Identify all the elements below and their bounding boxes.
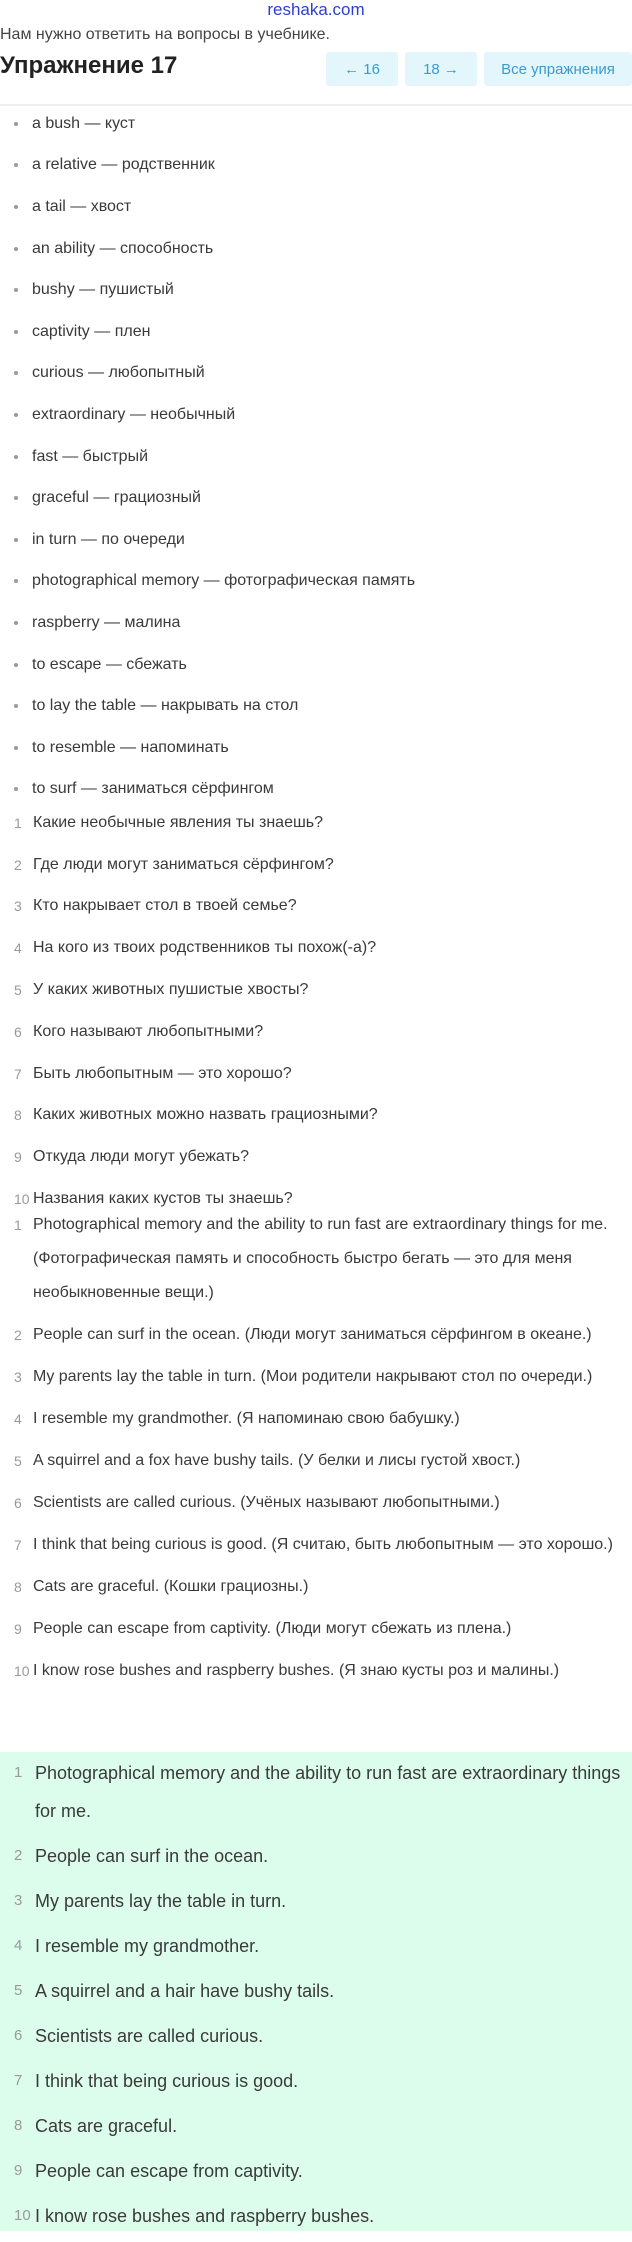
- bullet-icon: [14, 746, 18, 750]
- answer-item: [0, 1402, 632, 1444]
- question-item: [0, 1136, 632, 1178]
- item-number: 2: [14, 1847, 23, 1864]
- bullet-icon: [14, 663, 18, 667]
- item-text: Кого называют любопытными?: [33, 1022, 264, 1040]
- final-answer-item: [0, 1754, 632, 1837]
- answer-item: [0, 1612, 632, 1654]
- questions-list: [0, 802, 632, 1220]
- item-number: 3: [14, 1369, 22, 1385]
- item-number: 8: [14, 1579, 22, 1595]
- bullet-icon: [14, 496, 18, 500]
- vocab-item: [0, 311, 632, 353]
- bullet-icon: [14, 205, 18, 209]
- item-number: 10: [14, 1663, 30, 1679]
- answer-item: [0, 1570, 632, 1612]
- vocab-item: [0, 644, 632, 686]
- all-exercises-button[interactable]: Все упражнения: [484, 52, 632, 86]
- item-text: an ability — способность: [32, 239, 214, 257]
- item-number: 9: [14, 1621, 22, 1637]
- item-number: 4: [14, 1411, 22, 1427]
- vocab-item: [0, 519, 632, 561]
- bullet-icon: [14, 163, 18, 167]
- vocab-item: [0, 477, 632, 519]
- final-answers-list: [0, 1752, 632, 2242]
- bullet-icon: [14, 704, 18, 708]
- item-text: My parents lay the table in turn.: [35, 1891, 287, 1911]
- item-text: Где люди могут заниматься сёрфингом?: [33, 855, 334, 873]
- item-number: 1: [14, 1217, 22, 1233]
- item-text: I think that being curious is good.: [35, 2071, 299, 2091]
- item-text: raspberry — малина: [32, 613, 181, 631]
- vocab-item: [0, 685, 632, 727]
- item-text: a tail — хвост: [32, 197, 132, 215]
- item-text: Cats are graceful.: [35, 2116, 178, 2136]
- final-answer-item: [0, 1837, 632, 1882]
- vocab-item: [0, 269, 632, 311]
- watermark: reshaka.com: [267, 0, 365, 19]
- final-answer-item: [0, 2107, 632, 2152]
- vocab-item: [0, 145, 632, 187]
- bullet-icon: [14, 579, 18, 583]
- item-text: bushy — пушистый: [32, 281, 174, 299]
- item-text: in turn — по очереди: [32, 530, 185, 548]
- item-number: 5: [14, 1453, 22, 1469]
- answer-item: [0, 1528, 632, 1570]
- answer-item: [0, 1486, 632, 1528]
- item-number: 6: [14, 2027, 23, 2044]
- item-text: Cats are graceful. (Кошки грациозны.): [33, 1578, 309, 1595]
- item-text: captivity — плен: [32, 322, 151, 340]
- item-number: 6: [14, 1023, 22, 1040]
- vocab-item: [0, 602, 632, 644]
- item-text: I resemble my grandmother. (Я напоминаю свою бабушку.): [33, 1410, 460, 1427]
- item-text: to resemble — напоминать: [32, 738, 229, 756]
- item-text: Кто накрывает стол в твоей семье?: [33, 897, 297, 915]
- final-answer-item: [0, 1882, 632, 1927]
- bullet-icon: [14, 413, 18, 417]
- item-number: 1: [14, 1764, 23, 1781]
- answer-item: [0, 1360, 632, 1402]
- item-text: People can escape from captivity.: [35, 2161, 303, 2181]
- bullet-icon: [14, 538, 18, 542]
- item-text: curious — любопытный: [32, 364, 205, 382]
- page-title: Упражнение 17: [0, 52, 178, 79]
- vocab-item: [0, 561, 632, 603]
- item-text: Откуда люди могут убежать?: [33, 1148, 250, 1166]
- item-text: a relative — родственник: [32, 156, 215, 174]
- item-text: My parents lay the table in turn. (Мои родители накрывают стол по очереди.): [33, 1368, 593, 1385]
- answer-item: [0, 1444, 632, 1486]
- item-text: to lay the table — накрывать на стол: [32, 697, 299, 715]
- item-text: На кого из твоих родственников ты похож(-а)?: [33, 939, 377, 957]
- item-number: 10: [14, 1191, 30, 1208]
- question-item: [0, 969, 632, 1011]
- item-number: 2: [14, 1327, 22, 1343]
- item-text: Каких животных можно назвать грациозными?: [33, 1106, 378, 1124]
- intro-text: Нам нужно ответить на вопросы в учебнике.: [0, 26, 330, 43]
- vocab-item: [0, 186, 632, 228]
- question-item: [0, 1011, 632, 1053]
- question-item: [0, 927, 632, 969]
- bullet-icon: [14, 787, 18, 791]
- bullet-icon: [14, 247, 18, 251]
- final-answer-item: [0, 1927, 632, 1972]
- item-text: Photographical memory and the ability to run fast are extraordinary things for me. (Фотографическая память и способность быстро бегать — это для меня необыкновенные вещи.): [33, 1216, 608, 1301]
- answers-list: [0, 1208, 632, 1696]
- prev-exercise-button[interactable]: ← 16: [326, 52, 398, 86]
- item-number: 5: [14, 1982, 23, 1999]
- final-answer-item: [0, 2152, 632, 2197]
- item-text: graceful — грациозный: [32, 489, 201, 507]
- answer-item: [0, 1208, 632, 1318]
- item-number: 9: [14, 1149, 22, 1166]
- item-number: 7: [14, 1537, 22, 1553]
- item-text: Scientists are called curious.: [35, 2026, 264, 2046]
- item-text: People can surf in the ocean. (Люди могут заниматься сёрфингом в океане.): [33, 1326, 592, 1343]
- final-answer-item: [0, 2062, 632, 2107]
- item-text: I know rose bushes and raspberry bushes.: [35, 2206, 375, 2226]
- item-text: to escape — сбежать: [32, 655, 187, 673]
- vocab-item: [0, 228, 632, 270]
- question-item: [0, 802, 632, 844]
- item-text: I know rose bushes and raspberry bushes. (Я знаю кусты роз и малины.): [33, 1662, 560, 1679]
- bullet-icon: [14, 621, 18, 625]
- item-number: 3: [14, 1892, 23, 1909]
- vocab-item: [0, 436, 632, 478]
- item-text: People can surf in the ocean.: [35, 1846, 269, 1866]
- item-number: 3: [14, 898, 22, 915]
- final-answer-item: [0, 2197, 632, 2242]
- bullet-icon: [14, 122, 18, 126]
- vocab-item: [0, 353, 632, 395]
- item-text: Scientists are called curious. (Учёных называют любопытными.): [33, 1494, 500, 1511]
- item-number: 9: [14, 2162, 23, 2179]
- answer-item: [0, 1654, 632, 1696]
- item-number: 6: [14, 1495, 22, 1511]
- item-text: У каких животных пушистые хвосты?: [33, 981, 309, 999]
- question-item: [0, 844, 632, 886]
- item-text: photographical memory — фотографическая память: [32, 572, 416, 590]
- question-item: [0, 1095, 632, 1137]
- vocabulary-list: [0, 103, 632, 810]
- item-text: Названия каких кустов ты знаешь?: [33, 1190, 293, 1208]
- next-exercise-button[interactable]: 18 →: [405, 52, 477, 86]
- vocab-item: [0, 394, 632, 436]
- item-number: 5: [14, 982, 22, 999]
- item-text: People can escape from captivity. (Люди могут сбежать из плена.): [33, 1620, 512, 1637]
- item-text: to surf — заниматься сёрфингом: [32, 780, 274, 798]
- answer-item: [0, 1318, 632, 1360]
- bullet-icon: [14, 371, 18, 375]
- item-text: A squirrel and a hair have bushy tails.: [35, 1981, 335, 2001]
- item-number: 7: [14, 2072, 23, 2089]
- bullet-icon: [14, 455, 18, 459]
- item-text: I resemble my grandmother.: [35, 1936, 260, 1956]
- item-number: 8: [14, 1107, 22, 1124]
- item-text: A squirrel and a fox have bushy tails. (У белки и лисы густой хвост.): [33, 1452, 521, 1469]
- question-item: [0, 886, 632, 928]
- question-item: [0, 1053, 632, 1095]
- item-number: 10: [14, 2207, 31, 2224]
- item-number: 4: [14, 940, 22, 957]
- item-text: Быть любопытным — это хорошо?: [33, 1064, 292, 1082]
- item-number: 2: [14, 856, 22, 873]
- final-answer-item: [0, 1972, 632, 2017]
- item-number: 4: [14, 1937, 23, 1954]
- item-number: 7: [14, 1065, 22, 1082]
- item-text: Какие необычные явления ты знаешь?: [33, 813, 324, 831]
- item-text: a bush — куст: [32, 114, 136, 132]
- vocab-item: [0, 727, 632, 769]
- item-text: extraordinary — необычный: [32, 405, 236, 423]
- bullet-icon: [14, 288, 18, 292]
- bullet-icon: [14, 330, 18, 334]
- final-answers-panel: [0, 1752, 632, 2231]
- item-number: 1: [14, 814, 22, 831]
- item-text: I think that being curious is good. (Я считаю, быть любопытным — это хорошо.): [33, 1536, 613, 1553]
- vocab-item: [0, 103, 632, 145]
- item-text: Photographical memory and the ability to run fast are extraordinary things for me.: [35, 1763, 621, 1821]
- item-text: fast — быстрый: [32, 447, 149, 465]
- final-answer-item: [0, 2017, 632, 2062]
- item-number: 8: [14, 2117, 23, 2134]
